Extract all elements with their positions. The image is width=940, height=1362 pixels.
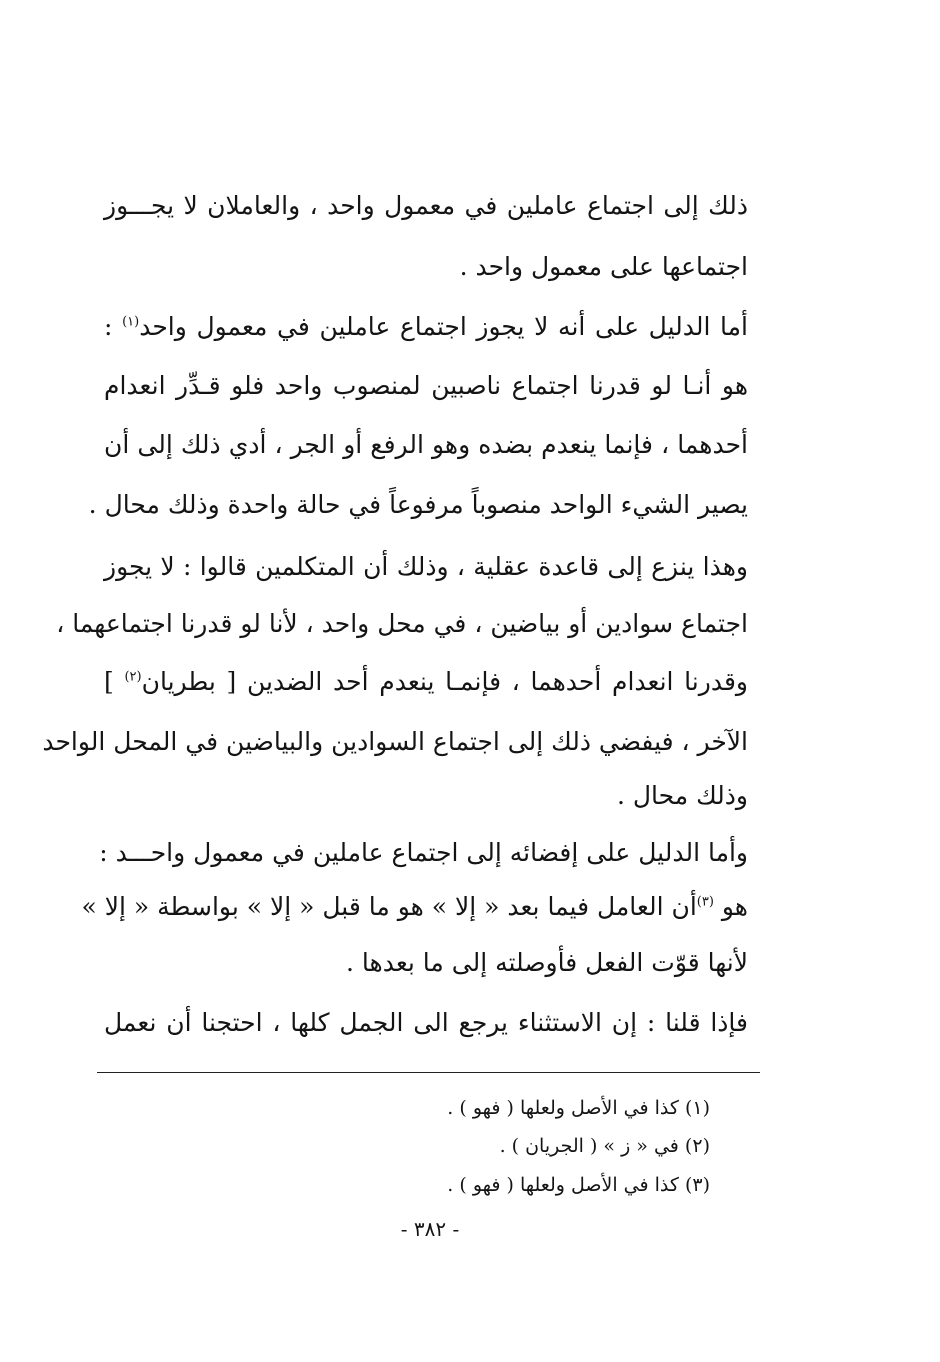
text-line: اجتماع سوادين أو بياضين ، في محل واحد ، لأنا لو قدرنا اجتماعهما ، bbox=[56, 609, 748, 638]
footnote-3: (٣) كذا في الأصل ولعلها ( فهو ) . bbox=[447, 1174, 710, 1196]
text-line: وأما الدليل على إفضائه إلى اجتماع عاملين في معمول واحـــد : bbox=[99, 838, 748, 867]
colon: : bbox=[104, 312, 113, 341]
text-line: لأنها قوّت الفعل فأوصلته إلى ما بعدها . bbox=[346, 948, 748, 977]
text-line: الآخر ، فيفضي ذلك إلى اجتماع السوادين والبياضين في المحل الواحد bbox=[42, 727, 748, 756]
text-line: ذلك إلى اجتماع عاملين في معمول واحد ، والعاملان لا يجـــوز bbox=[104, 191, 748, 220]
footnote-ref-1: (١) bbox=[122, 314, 140, 330]
text-line: هو أنـا لو قدرنا اجتماع ناصبين لمنصوب واحد فلو قـدِّر انعدام bbox=[104, 371, 748, 400]
text-line: فإذا قلنا : إن الاستثناء يرجع الى الجمل كلها ، احتجنا أن نعمل bbox=[104, 1008, 748, 1037]
text-line: وذلك محال . bbox=[616, 781, 748, 810]
footnote-1: (١) كذا في الأصل ولعلها ( فهو ) . bbox=[447, 1097, 710, 1119]
text-line: يصير الشيء الواحد منصوباً مرفوعاً في حالة واحدة وذلك محال . bbox=[88, 490, 748, 519]
text-line: هو $^{(٣)}$أن العامل فيما بعد « إلا » هو ما قبل « إلا » بواسطة « إلا » bbox=[81, 892, 748, 921]
text-line: اجتماعها على معمول واحد . bbox=[459, 252, 748, 281]
footnote-2: (٢) في « ز » ( الجريان ) . bbox=[499, 1135, 710, 1157]
page-number: - ٣٨٢ - bbox=[400, 1217, 460, 1241]
footnote-ref-3: (٣) bbox=[696, 894, 714, 910]
footnote-ref-2: (٢) bbox=[124, 669, 142, 685]
text-line: وقدرنا انعدام أحدهما ، فإنمـا ينعدم أحد الضدين [ بطريان$^{(٢)}$ ] bbox=[104, 667, 748, 696]
closing-bracket: ] bbox=[104, 667, 114, 696]
footnote-divider bbox=[97, 1072, 760, 1073]
text-line: وهذا ينزع إلى قاعدة عقلية ، وذلك أن المتكلمين قالوا : لا يجوز bbox=[104, 552, 748, 581]
text-line: أما الدليل على أنه لا يجوز اجتماع عاملين في معمول واحد$^{(١)}$ : bbox=[104, 312, 748, 341]
text-line: أحدهما ، فإنما ينعدم بضده وهو الرفع أو الجر ، أدي ذلك إلى أن bbox=[104, 430, 748, 459]
